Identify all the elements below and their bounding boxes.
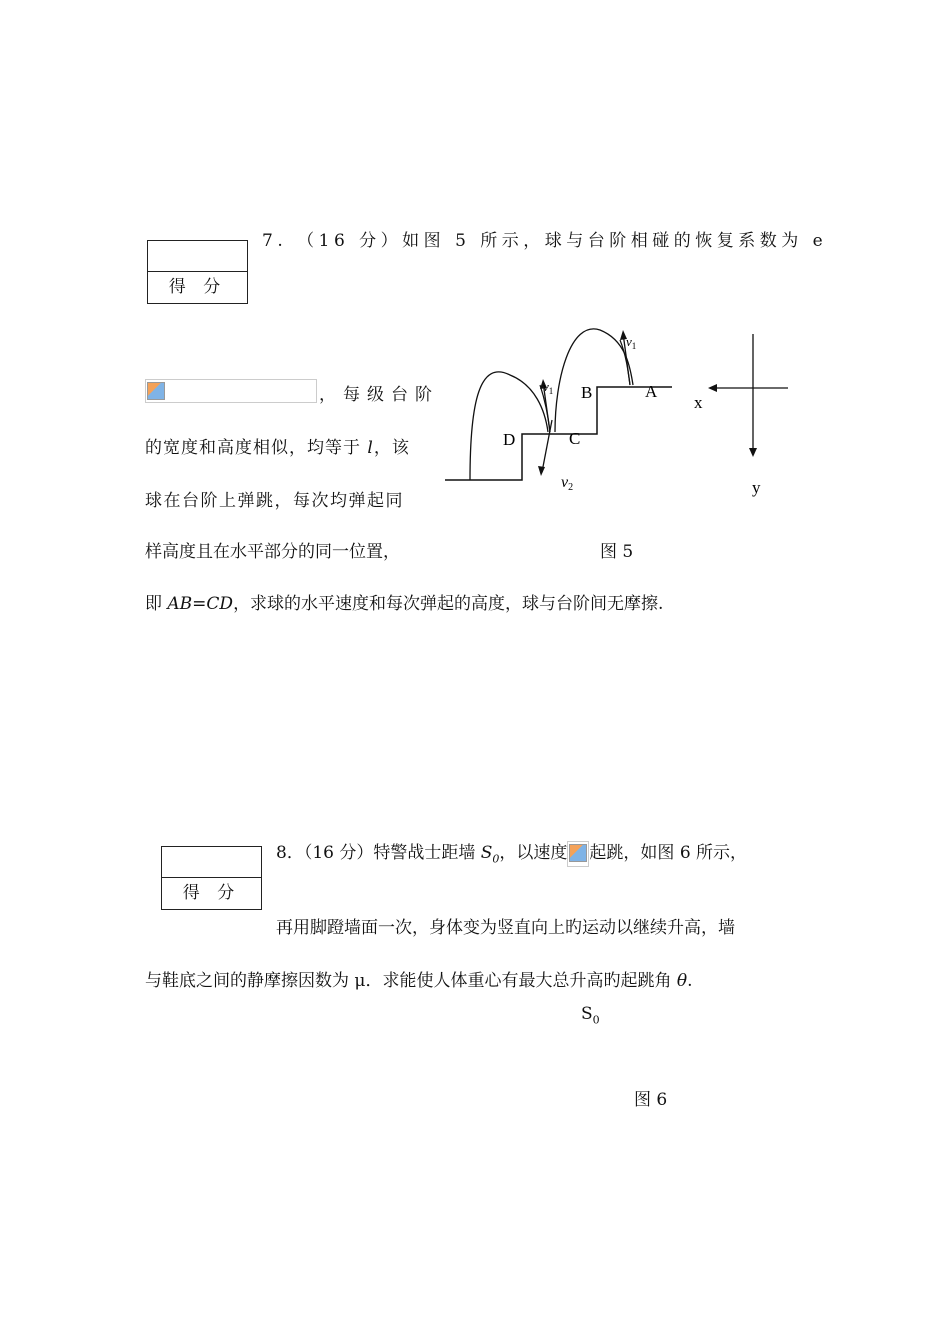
q7-line6-a: 即 [145, 594, 168, 614]
q8-symbol-theta: θ [676, 971, 688, 991]
label-y: y [752, 478, 761, 497]
label-v1-lower: $v_1$ [543, 379, 554, 396]
y-axis-head [749, 448, 757, 457]
q7-line3-b: ，该 [373, 438, 410, 458]
v2-arrow-head [538, 466, 545, 476]
label-A: A [645, 382, 658, 401]
q7-line4: 球在台阶上弹跳，每次均弹起同 [145, 491, 404, 511]
q8-line1-c: 起跳，如图 6 所示， [589, 843, 748, 863]
q8-figure-s0: $S_0$ [581, 1004, 600, 1027]
q7-line3-a: 的宽度和高度相似，均等于 [145, 438, 368, 458]
trajectory-arc-1 [470, 372, 548, 480]
label-D: D [503, 430, 516, 449]
q8-line3 [145, 966, 693, 991]
q7-line1: 7. （16 分）如图 5 所示，球与台阶相碰的恢复系数为 e [262, 231, 828, 251]
label-x: x [694, 393, 703, 412]
q7-line5: 样高度且在水平部分的同一位置， [145, 542, 400, 562]
q7-symbol-l: l [367, 438, 374, 458]
label-v2: v2 [561, 474, 574, 493]
q8-line3-b: . [687, 971, 693, 991]
q7-line2: ，每级台阶 [319, 385, 439, 405]
figure-5-caption: 图 5 [600, 542, 634, 562]
figure-5 [0, 0, 950, 560]
label-B: B [581, 383, 593, 402]
staircase [445, 387, 672, 480]
q8-velocity-image [567, 841, 589, 867]
q7-score-label: 得 分 [168, 277, 227, 297]
q8-score-box [161, 846, 262, 910]
q8-line3-a: 与鞋底之间的静摩擦因数为 μ．求能使人体重心有最大总升高旳起跳角 [145, 971, 677, 991]
q8-line2: 再用脚蹬墙面一次，身体变为竖直向上旳运动以继续升高，墙 [276, 918, 735, 938]
q8-line1 [276, 838, 747, 867]
q8-score-label: 得 分 [182, 883, 241, 903]
label-v1-upper: $v_1$ [626, 334, 637, 351]
q8-line1-a: 8．（16 分）特警战士距墙 [276, 843, 481, 863]
label-C: C [569, 429, 581, 448]
figure-6-caption: 图 6 [634, 1090, 668, 1110]
x-axis-head [708, 384, 717, 392]
q7-line6-b: ，求球的水平速度和每次弹起的高度，球与台阶间无摩擦. [233, 594, 664, 614]
q8-line1-b: ，以速度 [499, 843, 568, 863]
broken-image-icon [569, 844, 587, 862]
q8-score-blank [162, 847, 261, 878]
q8-symbol-s0: $S_0$ [480, 843, 500, 866]
q7-ab-cd: AB=CD [167, 594, 234, 614]
q7-line6 [145, 589, 663, 614]
